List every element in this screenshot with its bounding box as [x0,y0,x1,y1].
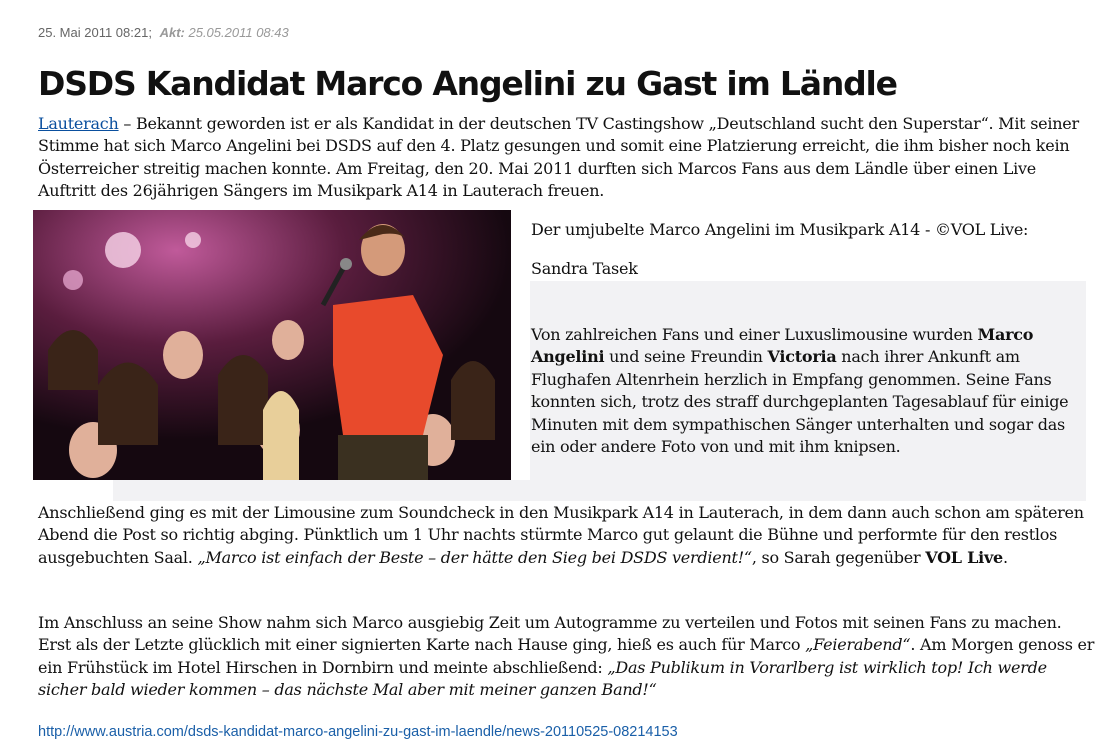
p2-quote: „Marco ist einfach der Beste – der hätte den Sieg bei DSDS verdient!“ [197,547,752,567]
body-paragraph-2 [38,502,1098,569]
intro-paragraph [38,113,1098,203]
p2-text-3: . [1002,547,1008,567]
photo-caption: Der umjubelte Marco Angelini im Musikpark A14 - ©VOL Live: [531,220,1029,239]
updated-label: Akt: [159,25,185,40]
side-bold-marco: Marco Angelini [531,325,1034,367]
p3-quote: „Das Publikum in Vorarlberg ist wirklich top! Ich werde sicher bald wieder kommen – das nächste Mal aber mit meiner ganzen Band!“ [38,657,1047,700]
p3-text-2: . Am Morgen genoss er ein Frühstück im Hotel Hirschen in Dornbirn und meinte abschließend: [38,635,1095,677]
updated-info [160,25,289,40]
p2-text-2: , so Sarah gegenüber [751,547,926,567]
side-paragraph [531,324,1071,458]
p3-feierabend: „Feierabend“ [805,635,911,655]
location-link[interactable]: Lauterach [38,114,119,133]
side-text-3: nach ihrer Ankunft am Flughafen Altenrhein herzlich in Empfang genommen. Seine Fans konnten sich, trotz des straff durchgeplanten Tagesablauf für einige Minuten mit dem sympathischen Sänger unterhalten und sogar das ein oder andere Foto von und mit ihm knipsen. [531,347,1069,457]
concert-photo[interactable] [33,210,511,480]
photo-credit: Sandra Tasek [531,259,638,278]
article-headline: DSDS Kandidat Marco Angelini zu Gast im Ländle [38,64,897,103]
highlight-strip [113,480,533,501]
intro-text: – Bekannt geworden ist er als Kandidat in der deutschen TV Castingshow „Deutschland sucht den Superstar“. Mit seiner Stimme hat sich Marco Angelini bei DSDS auf den 4. Platz gesungen und somit eine Platzierung erreicht, die ihm bisher noch kein Österreicher streitig machen konnte. Am Freitag, den 20. Mai 2011 durften sich Marcos Fans aus dem Ländle über einen Live Auftritt des 26jährigen Sängers im Musikpark A14 in Lauterach freuen. [38,114,1079,201]
body-paragraph-3 [38,612,1098,702]
side-text-1: Von zahlreichen Fans und einer Luxuslimousine wurden [531,325,978,344]
p2-bold-vol-live: VOL Live [925,547,1003,567]
p2-text-1: Anschließend ging es mit der Limousine zum Soundcheck in den Musikpark A14 in Lauterach, in dem dann auch schon am späteren Abend die Post so richtig abging. Pünktlich um 1 Uhr nachts stürmte Marco gut gelaunt die Bühne und performte für den restlos ausgebuchten Saal. [38,503,1084,567]
side-text-2: und seine Freundin [604,347,768,367]
concert-photo-image [33,210,511,480]
updated-date: 25.05.2011 08:43 [188,25,289,40]
article-meta [38,25,289,40]
side-bold-victoria: Victoria [767,347,837,367]
source-url-link[interactable]: http://www.austria.com/dsds-kandidat-marco-angelini-zu-gast-im-laendle/news-20110525-08214153 [38,724,678,740]
publish-date: 25. Mai 2011 08:21; [38,25,152,40]
p3-text-1: Im Anschluss an seine Show nahm sich Marco ausgiebig Zeit um Autogramme zu verteilen und Fotos mit seinen Fans zu machen. Erst als der Letzte glücklich mit einer signierten Karte nach Hause ging, hieß es auch für Marco [38,613,1062,655]
